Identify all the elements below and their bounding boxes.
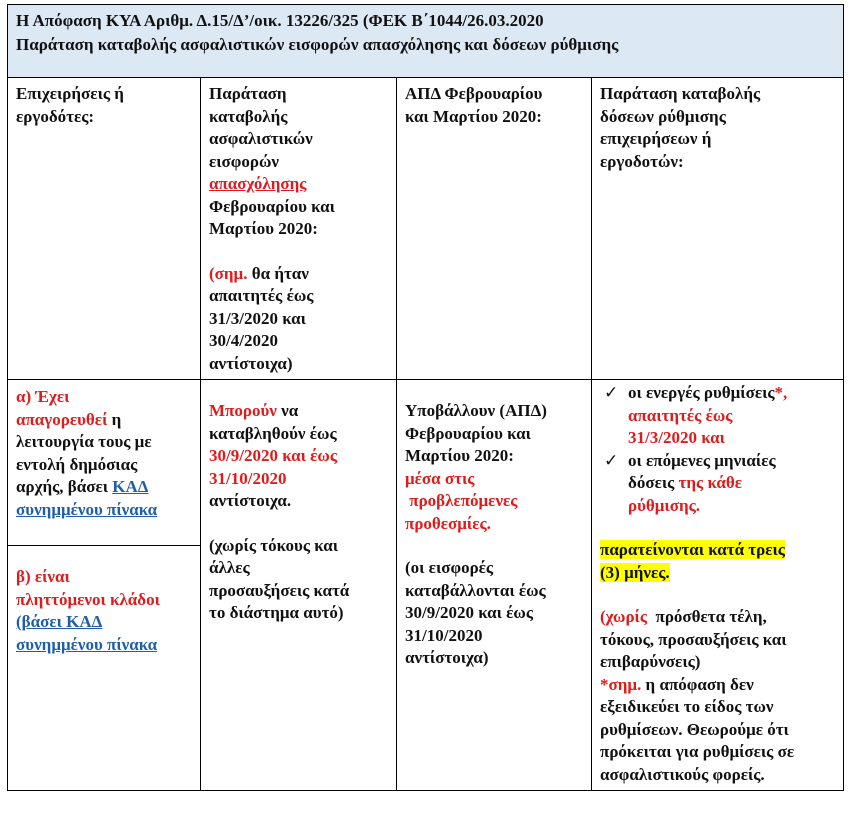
bullet-active-settlements [600, 382, 837, 450]
c3-paren-line: αντίστοιχα) [405, 648, 489, 667]
c4-note-line: εξειδικεύει το είδος των [600, 697, 774, 716]
c4-text-line: οι επόμενες μηνιαίες [628, 450, 776, 470]
col2-header-line: καταβολής [209, 106, 288, 126]
col2-note-line: αντίστοιχα) [209, 353, 293, 373]
col2-header-line: Παράταση [209, 84, 287, 103]
c4-text: οι ενεργές ρυθμίσεις [628, 383, 775, 402]
row-a-banned-businesses [8, 380, 201, 546]
decision-table [7, 4, 844, 791]
highlight-line: παρατείνονται κατά τρεις [600, 540, 785, 559]
col1-header-line: εργοδότες: [16, 106, 95, 126]
col2-header-emphasis: απασχόλησης [209, 174, 307, 193]
c3-line: Μαρτίου 2020: [405, 446, 514, 465]
column-header-contributions [201, 78, 397, 380]
row-a-line: α) Έχει [16, 387, 70, 406]
kad-link[interactable]: ΚΑΔ [112, 477, 149, 496]
col2-note-line [209, 263, 390, 286]
row-a-line [16, 409, 194, 432]
col4-header-line: επιχειρήσεων ή [600, 129, 712, 148]
row-a-line: εντολή δημόσιας [16, 454, 138, 474]
c3-red-line: προβλεπόμενες [405, 491, 518, 510]
col2-header-line: Μαρτίου 2020: [209, 219, 318, 238]
col4-header-line: εργοδοτών: [600, 151, 684, 171]
c4-note-prefix: *σημ. [600, 674, 642, 694]
col2-header-line: ασφαλιστικών [209, 129, 313, 148]
c2-paren-line: (χωρίς τόκους και [209, 535, 338, 555]
c4-note-line [600, 674, 837, 697]
row-a-red: απαγορευθεί [16, 409, 108, 429]
c2-line: καταβληθούν έως [209, 423, 337, 443]
c4-red: *, [774, 383, 788, 402]
col2-note-line: απαιτητές έως [209, 286, 314, 305]
column-header-apd [397, 78, 592, 380]
col4-header-line: δόσεων ρύθμισης [600, 106, 726, 126]
c4-text: πρόσθετα τέλη, [647, 607, 767, 626]
row-a-text: αρχής, βάσει [16, 477, 113, 496]
c4-text: δόσεις [628, 473, 679, 492]
row-installments-cell [592, 380, 844, 791]
highlight-line: (3) μήνες. [600, 562, 670, 582]
col2-note-line: 30/4/2020 [209, 331, 278, 350]
row-b-line: β) είναι [16, 567, 70, 586]
c4-paren-line [600, 606, 837, 629]
checkmark-icon: ✓ [604, 383, 619, 402]
col2-header-line: Φεβρουαρίου και [209, 196, 335, 216]
col2-note-line: 31/3/2020 και [209, 308, 306, 328]
header-line-1: Η Απόφαση ΚΥΑ Αριθμ. Δ.15/Δ’/οικ. 13226/325 (ΦΕΚ Β΄1044/26.03.2020 [16, 11, 544, 30]
c3-red-line: προθεσμίες. [405, 513, 491, 533]
c4-text: η απόφαση δεν [641, 674, 754, 694]
c4-red: της κάθε [678, 473, 743, 492]
c4-note-line: ασφαλιστικούς φορείς. [600, 764, 765, 784]
c2-line [209, 400, 390, 423]
c4-red-line: απαιτητές έως [628, 405, 733, 425]
column-header-installments [592, 78, 844, 380]
kad-link[interactable]: (βάσει ΚΑΔ [16, 612, 103, 631]
c2-red: Μπορούν [209, 401, 277, 420]
c4-paren-line: επιβαρύνσεις) [600, 652, 701, 671]
col2-header-line: εισφορών [209, 151, 280, 171]
row-apd-cell [397, 380, 592, 791]
document [7, 4, 843, 791]
c3-paren-line: 30/9/2020 και έως [405, 603, 534, 622]
header-line-2: Παράταση καταβολής ασφαλιστικών εισφορών απασχόλησης και δόσεων ρύθμισης [16, 35, 619, 54]
row-b-affected-sectors [8, 546, 201, 791]
c2-line: αντίστοιχα. [209, 491, 292, 510]
note-text: θα ήταν [247, 263, 309, 283]
note-prefix: (σημ. [209, 263, 248, 283]
c2-deadline: 30/9/2020 και έως [209, 446, 338, 465]
row-a-text: η [107, 409, 122, 429]
table-header [8, 5, 844, 78]
c2-text: να [276, 401, 299, 420]
row-a-line [16, 476, 194, 499]
c3-red-line: μέσα στις [405, 468, 475, 488]
c2-paren-line: άλλες [209, 558, 250, 577]
col1-header-line: Επιχειρήσεις ή [16, 84, 124, 103]
c2-paren-line: το διάστημα αυτό) [209, 603, 344, 622]
c4-paren-line: τόκους, προσαυξήσεις και [600, 629, 787, 649]
checkmark-icon: ✓ [604, 450, 619, 470]
attached-table-link[interactable]: συνημμένου πίνακα [16, 499, 158, 519]
c2-deadline: 31/10/2020 [209, 468, 287, 488]
row-contributions-cell [201, 380, 397, 791]
c3-paren-line: καταβάλλονται έως [405, 580, 546, 600]
c3-line: Υποβάλλουν (ΑΠΔ) [405, 401, 547, 420]
col3-header-line: και Μαρτίου 2020: [405, 106, 542, 126]
c3-paren-line: (οι εισφορές [405, 558, 494, 577]
row-a-line: λειτουργία τους με [16, 432, 152, 451]
c4-red-line: 31/3/2020 και [628, 428, 725, 447]
bullet-monthly-installments [600, 450, 837, 518]
col3-header-line: ΑΠΔ Φεβρουαρίου [405, 84, 543, 103]
c4-red: (χωρίς [600, 607, 647, 626]
c4-note-line: πρόκειται για ρυθμίσεις σε [600, 742, 795, 761]
c3-line: Φεβρουαρίου και [405, 423, 531, 443]
c3-paren-line: 31/10/2020 [405, 625, 483, 645]
column-header-businesses [8, 78, 201, 380]
c4-note-line: ρυθμίσεων. Θεωρούμε ότι [600, 719, 789, 739]
row-b-line: πληττόμενοι κλάδοι [16, 589, 160, 609]
highlighted-extension [600, 539, 837, 584]
c2-paren-line: προσαυξήσεις κατά [209, 580, 350, 600]
col4-header-line: Παράταση καταβολής [600, 84, 761, 103]
c4-red-line: ρύθμισης. [628, 495, 701, 515]
attached-table-link[interactable]: συνημμένου πίνακα [16, 634, 158, 654]
